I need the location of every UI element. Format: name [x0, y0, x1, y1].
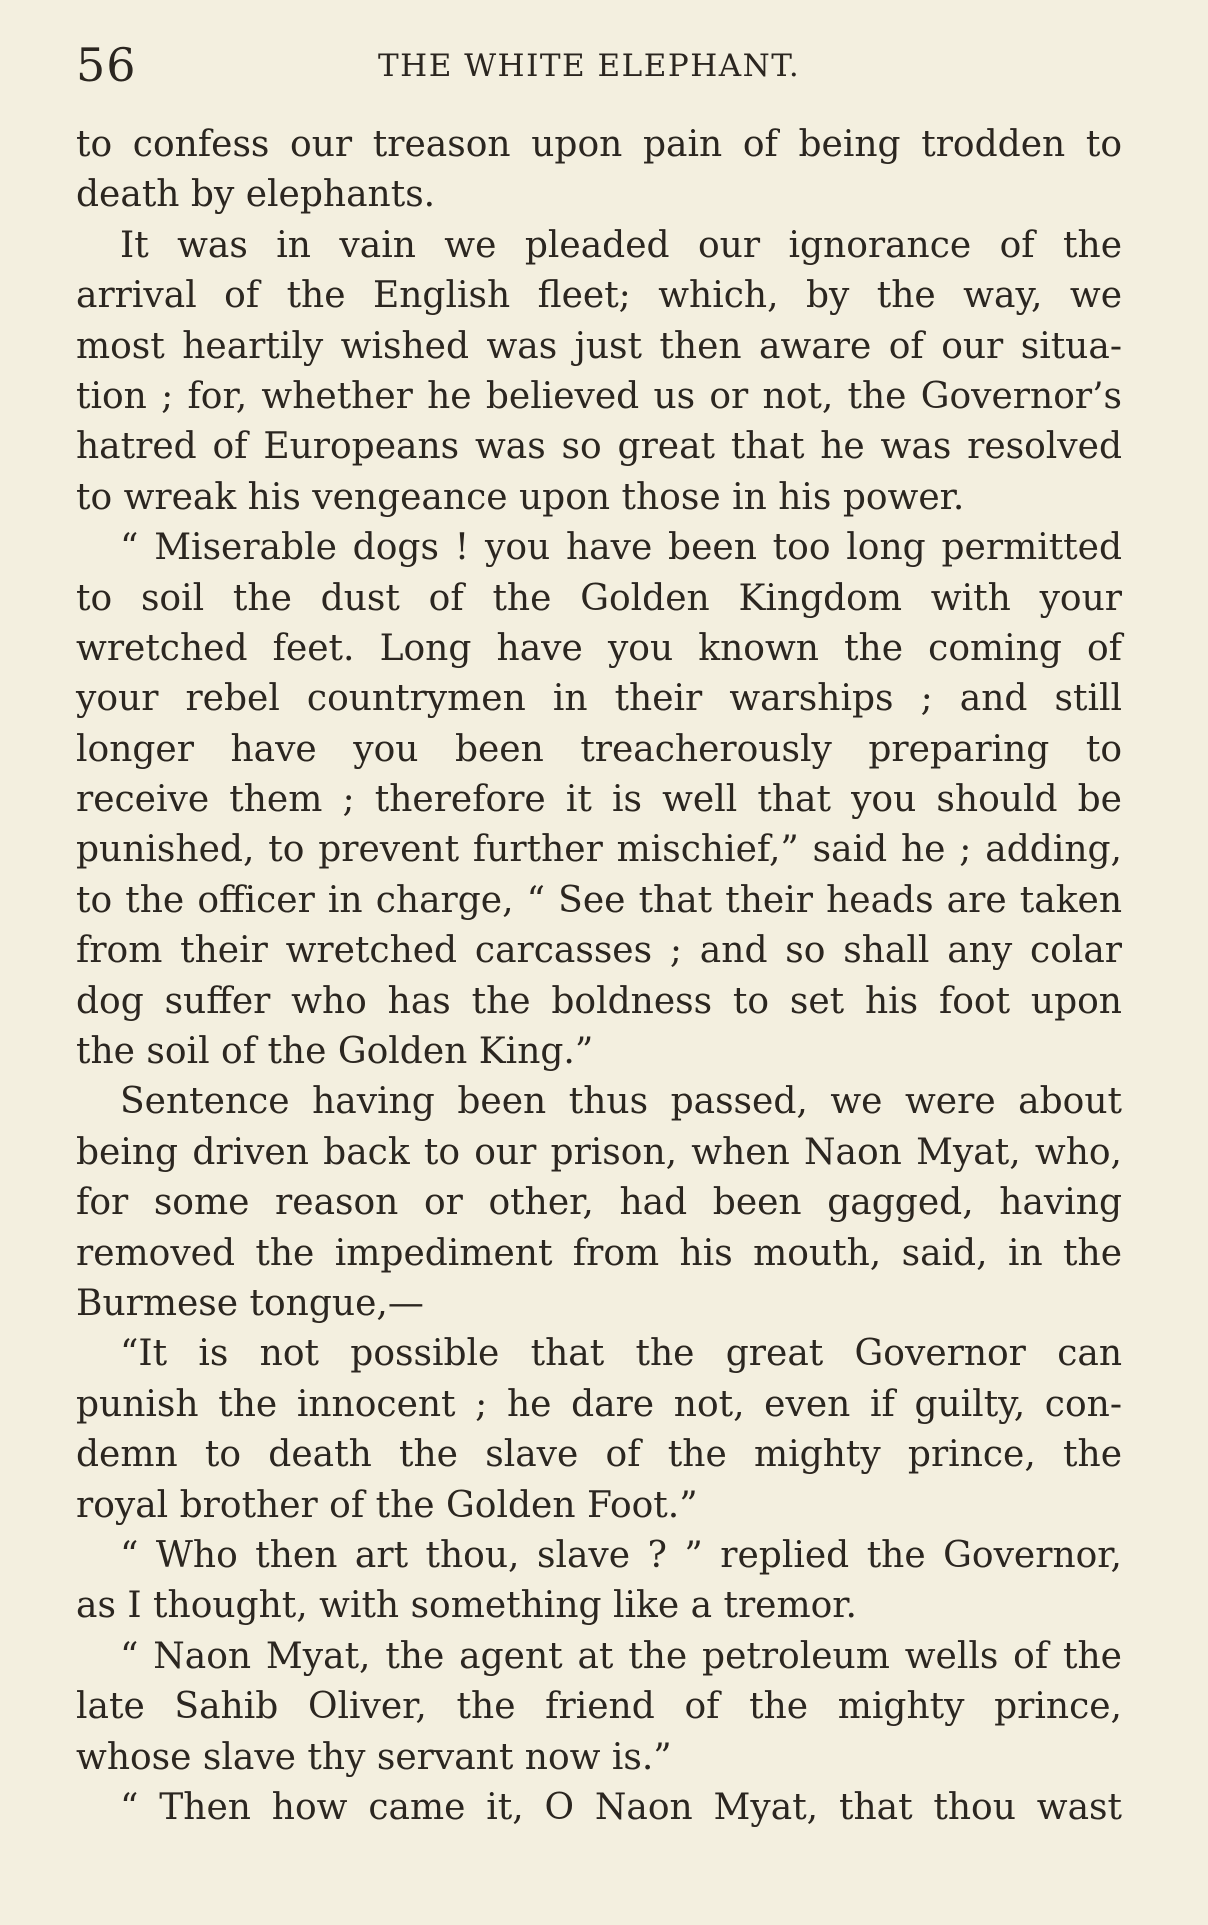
- text-line: for some reason or other, had been gagged, having: [76, 1182, 1122, 1224]
- text-line: tion ; for, whether he believed us or not, the Governor’s: [76, 375, 1122, 417]
- text-line: wretched feet. Long have you known the coming of: [76, 627, 1122, 669]
- text-line: to wreak his vengeance upon those in his power.: [76, 476, 965, 518]
- text-line: arrival of the English fleet; which, by the way, we: [76, 275, 1122, 317]
- text-line: from their wretched carcasses ; and so shall any colar: [76, 930, 1122, 972]
- text-line: as I thought, with something like a tremor.: [76, 1585, 857, 1627]
- text-line: to soil the dust of the Golden Kingdom with your: [76, 577, 1122, 619]
- text-line: death by elephants.: [76, 174, 436, 216]
- text-line: punish the innocent ; he dare not, even if guilty, con-: [76, 1383, 1122, 1425]
- text-line: to the officer in charge, “ See that their heads are taken: [76, 879, 1122, 921]
- text-line: longer have you been treacherously preparing to: [76, 728, 1122, 770]
- text-line: “ Naon Myat, the agent at the petroleum wells of the: [120, 1635, 1122, 1677]
- text-line: punished, to prevent further mischief,” said he ; adding,: [76, 829, 1122, 871]
- page-number: 56: [76, 38, 137, 92]
- text-line: whose slave thy servant now is.”: [76, 1736, 672, 1778]
- text-line: removed the impediment from his mouth, said, in the: [76, 1232, 1122, 1274]
- text-line: royal brother of the Golden Foot.”: [76, 1484, 698, 1526]
- text-line: demn to death the slave of the mighty prince, the: [76, 1434, 1122, 1476]
- text-line: late Sahib Oliver, the friend of the mighty prince,: [76, 1686, 1122, 1728]
- text-line: being driven back to our prison, when Naon Myat, who,: [76, 1131, 1122, 1173]
- text-line: most heartily wished was just then aware of our situa-: [76, 325, 1122, 367]
- text-line: to confess our treason upon pain of being trodden to: [76, 124, 1122, 165]
- page-header: [76, 30, 1134, 100]
- text-line: Burmese tongue,—: [76, 1282, 424, 1324]
- text-line: “It is not possible that the great Governor can: [120, 1333, 1122, 1375]
- text-line: hatred of Europeans was so great that he was resolved: [76, 426, 1122, 468]
- body-text: [76, 120, 1122, 1833]
- text-line: “ Who then art thou, slave ? ” replied the Governor,: [120, 1534, 1122, 1576]
- text-line: Sentence having been thus passed, we were about: [120, 1081, 1122, 1123]
- text-line: It was in vain we pleaded our ignorance of the: [120, 224, 1122, 266]
- text-line: “ Miserable dogs ! you have been too long permitted: [120, 527, 1122, 569]
- text-line: the soil of the Golden King.”: [76, 1031, 594, 1073]
- running-title: THE WHITE ELEPHANT.: [378, 48, 801, 84]
- text-line: your rebel countrymen in their warships ; and still: [76, 678, 1122, 720]
- text-line: “ Then how came it, O Naon Myat, that thou wast: [120, 1786, 1122, 1828]
- text-line: dog suffer who has the boldness to set his foot upon: [76, 980, 1122, 1022]
- text-line: receive them ; therefore it is well that you should be: [76, 779, 1122, 821]
